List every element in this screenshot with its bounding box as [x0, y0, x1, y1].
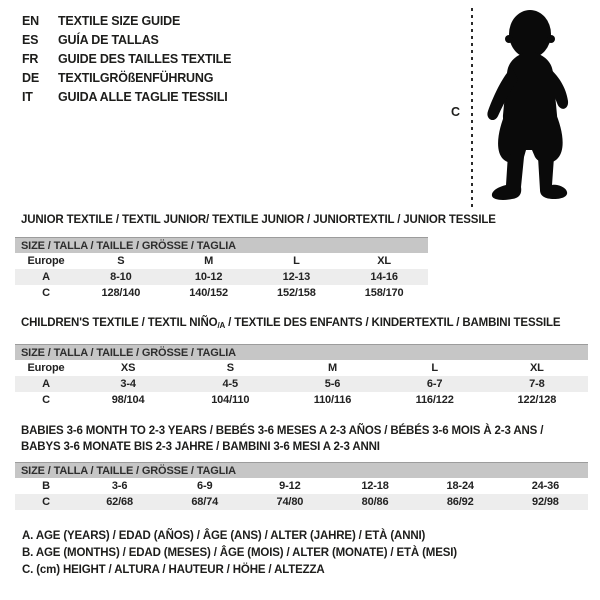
size-cell: 8-10 — [77, 269, 165, 285]
height-measure-dotted-line — [471, 8, 473, 209]
row-label: Europe — [27, 255, 65, 267]
footnote-age-years: A. AGE (YEARS) / EDAD (AÑOS) / ÂGE (ANS) / ALTER (JAHRE) / ETÀ (ANNI) — [22, 530, 426, 542]
row-label: A — [15, 376, 77, 392]
size-header-bar — [15, 238, 428, 254]
size-cell: M — [327, 362, 337, 374]
size-cell: 12-13 — [253, 269, 341, 285]
table-row — [15, 376, 588, 392]
language-row-en — [22, 11, 231, 30]
children-size-table — [15, 344, 588, 408]
size-cell: 110/116 — [313, 394, 352, 406]
table-row — [15, 253, 428, 269]
size-cell: 92/98 — [503, 494, 588, 510]
size-cell: 68/74 — [162, 494, 247, 510]
size-cell: 5-6 — [281, 376, 383, 392]
language-code: ES — [22, 32, 39, 47]
size-cell: 62/68 — [77, 494, 162, 510]
size-cell: 98/104 — [111, 394, 145, 406]
babies-size-table — [15, 462, 588, 510]
guide-title-it: GUIDA ALLE TAGLIE TESSILI — [58, 89, 228, 104]
language-code: FR — [22, 51, 39, 66]
size-cell: 74/80 — [247, 494, 332, 510]
size-cell: 116/122 — [415, 394, 454, 406]
size-cell: 9-12 — [279, 480, 301, 492]
size-cell: 24-36 — [531, 480, 560, 492]
size-cell: 14-16 — [340, 269, 428, 285]
language-code: DE — [22, 70, 39, 85]
language-code: EN — [22, 13, 39, 28]
table-row — [15, 494, 588, 510]
size-cell: XL — [529, 362, 544, 374]
size-cell: 152/158 — [277, 287, 316, 299]
size-header-bar — [15, 345, 588, 361]
row-label: C — [42, 394, 50, 406]
row-label: B — [42, 480, 50, 492]
guide-title-en: TEXTILE SIZE GUIDE — [58, 13, 181, 28]
guide-title-es: GUÍA DE TALLAS — [58, 32, 159, 47]
size-cell: 80/86 — [332, 494, 417, 510]
size-cell: 12-18 — [361, 480, 389, 492]
children-table-title-pre: CHILDREN'S TEXTILE / TEXTIL NIÑO — [21, 317, 218, 329]
size-cell: 18-24 — [446, 480, 474, 492]
children-table-title-sub: /A — [217, 321, 226, 330]
junior-size-table — [15, 237, 428, 301]
height-measure-label: C — [451, 105, 461, 119]
language-row-it — [22, 87, 231, 106]
row-label: A — [15, 269, 77, 285]
language-row-de — [22, 68, 231, 87]
junior-table-title: JUNIOR TEXTILE / TEXTIL JUNIOR/ TEXTILE JUNIOR / JUNIORTEXTIL / JUNIOR TESSILE — [21, 214, 496, 226]
language-row-es — [22, 30, 231, 49]
size-cell: 3-6 — [111, 480, 128, 492]
row-label: C — [15, 494, 77, 510]
table-row — [15, 285, 428, 301]
children-table-title — [21, 317, 560, 330]
table-row — [15, 360, 588, 376]
size-cell: S — [226, 362, 234, 374]
size-header-bar — [15, 463, 588, 479]
table-row — [15, 478, 588, 494]
row-label: Europe — [27, 362, 65, 374]
footnote-height: C. (cm) HEIGHT / ALTURA / HAUTEUR / HÖHE / ALTEZZA — [22, 564, 325, 576]
table-row — [15, 269, 428, 285]
size-cell: XL — [377, 255, 391, 267]
size-cell: 122/128 — [517, 394, 557, 406]
language-title-list — [22, 11, 231, 106]
size-cell: 7-8 — [486, 376, 588, 392]
size-cell: 86/92 — [418, 494, 503, 510]
size-cell: 6-9 — [197, 480, 213, 492]
footnote-legend — [22, 528, 457, 579]
size-cell: L — [431, 362, 438, 374]
size-header-label: SIZE / TALLA / TAILLE / GRÖSSE / TAGLIA — [15, 238, 428, 254]
footnote-age-months: B. AGE (MONTHS) / EDAD (MESES) / ÂGE (MOIS) / ALTER (MONATE) / ETÀ (MESI) — [22, 547, 457, 559]
size-cell: 104/110 — [211, 394, 250, 406]
size-cell: 10-12 — [165, 269, 253, 285]
table-row — [15, 392, 588, 408]
babies-table-title-line1: BABIES 3-6 MONTH TO 2-3 YEARS / BEBÉS 3-6 MESES A 2-3 AÑOS / BÉBÉS 3-6 MOIS À 2-3 ANS / — [21, 425, 544, 437]
language-code: IT — [22, 89, 33, 104]
size-cell: XS — [120, 362, 136, 374]
size-header-label: SIZE / TALLA / TAILLE / GRÖSSE / TAGLIA — [15, 345, 588, 361]
size-cell: L — [293, 255, 300, 267]
size-cell: 6-7 — [384, 376, 486, 392]
guide-title-fr: GUIDE DES TAILLES TEXTILE — [58, 51, 232, 66]
language-row-fr — [22, 49, 231, 68]
size-cell: 4-5 — [179, 376, 281, 392]
size-cell: S — [117, 255, 125, 267]
size-header-label: SIZE / TALLA / TAILLE / GRÖSSE / TAGLIA — [15, 463, 588, 479]
size-cell: 158/170 — [364, 287, 404, 299]
guide-title-de: TEXTILGRÖßENFÜHRUNG — [58, 70, 214, 85]
size-cell: 128/140 — [101, 287, 141, 299]
row-label: C — [42, 287, 50, 299]
size-cell: 140/152 — [189, 287, 228, 299]
size-cell: 3-4 — [77, 376, 179, 392]
children-table-title-post: / TEXTILE DES ENFANTS / KINDERTEXTIL / BAMBINI TESSILE — [225, 317, 561, 329]
babies-table-title-line2: BABYS 3-6 MONATE BIS 2-3 JAHRE / BAMBINI 3-6 MESI A 2-3 ANNI — [21, 441, 380, 453]
size-cell: M — [204, 255, 214, 267]
baby-silhouette-image — [482, 9, 574, 201]
